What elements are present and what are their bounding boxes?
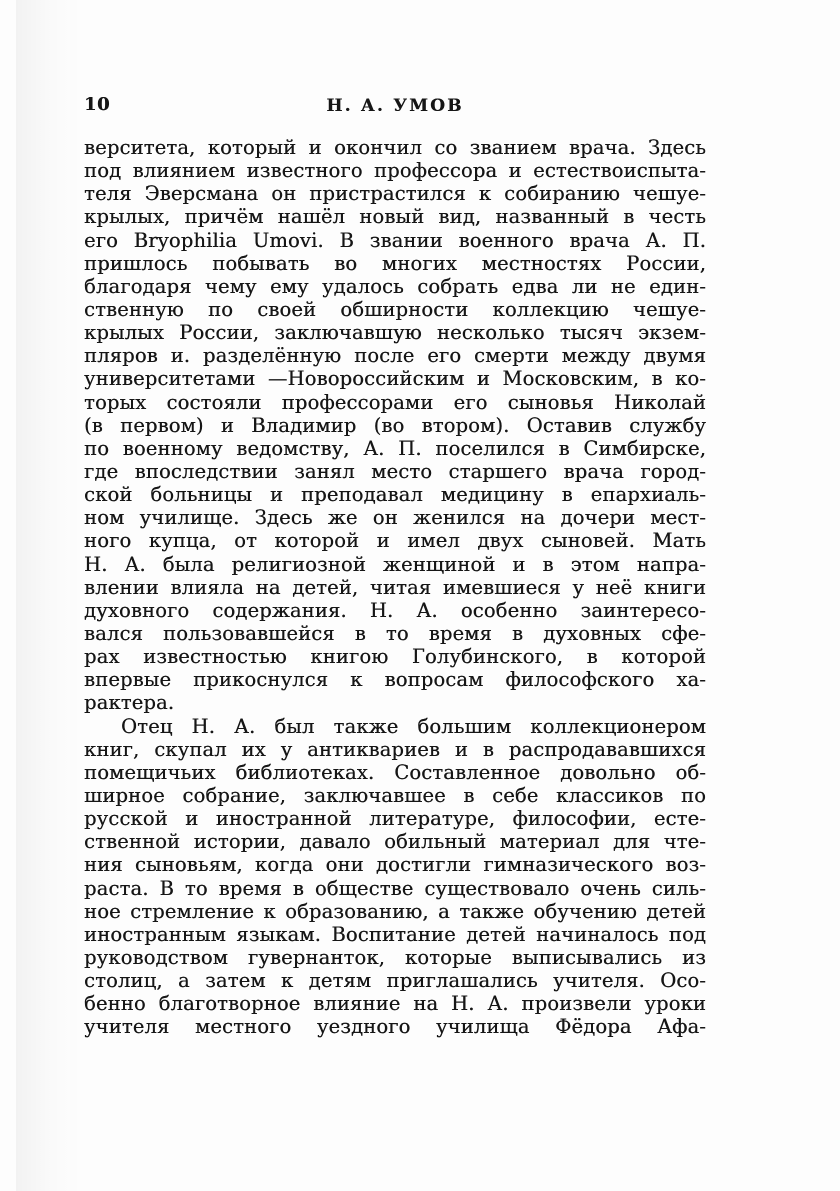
text-line: торых состояли профессорами его сыновья Николай: [84, 390, 706, 414]
text-line: книг, скупал их у антиквариев и в распродававшихся: [84, 737, 706, 761]
text-line: благодаря чему ему удалось собрать едва ли не един-: [84, 274, 706, 298]
running-head: Н. А. УМОВ: [326, 96, 464, 116]
text-line: духовного содержания. Н. А. особенно заинтересо-: [84, 598, 706, 622]
text-line: теля Эверсмана он пристрастился к собиранию чешуе-: [84, 182, 706, 206]
text-line: столиц, а затем к детям приглашались учителя. Осо-: [84, 969, 706, 993]
page-number: 10: [84, 94, 111, 115]
text-line: бенно благотворное влияние на Н. А. произвели уроки: [84, 992, 706, 1016]
text-line: ния сыновьям, когда они достигли гимназического воз-: [84, 853, 706, 877]
text-line: крылых, причём нашёл новый вид, названный в честь: [84, 205, 706, 229]
text-line: где впоследствии занял место старшего врача город-: [84, 459, 706, 483]
text-line: русской и иностранной литературе, философии, есте-: [84, 807, 706, 831]
text-line: университетами —Новороссийским и Московским, в ко-: [84, 367, 706, 391]
text-line: Отец Н. А. был также большим коллекционером: [121, 714, 706, 738]
text-line: ном училище. Здесь же он женился на дочери мест-: [84, 506, 706, 530]
text-line: ской больницы и преподавал медицину в епархиаль-: [84, 483, 706, 507]
text-line: (в первом) и Владимир (во втором). Оставив службу: [84, 413, 706, 437]
text-column: [84, 136, 706, 1038]
text-line: верситета, который и окончил со званием врача. Здесь: [84, 136, 706, 159]
text-line: рактера.: [84, 691, 175, 715]
text-line: вался пользовавшейся в то время в духовных сфе-: [84, 621, 706, 645]
text-line: учителя местного уездного училища Фёдора Афа-: [84, 1015, 706, 1039]
text-line: руководством гувернанток, которые выписывались из: [84, 945, 706, 969]
text-line: по военному ведомству, А. П. поселился в Симбирске,: [84, 436, 706, 460]
text-line: пришлось побывать во многих местностях России,: [84, 251, 706, 275]
text-line: ное стремление к образованию, а также обучению детей: [84, 899, 706, 923]
text-line: иностранным языкам. Воспитание детей начиналось под: [84, 922, 706, 946]
text-line: ственную по своей обширности коллекцию чешуе-: [84, 297, 706, 321]
text-line: ширное собрание, заключавшее в себе классиков по: [84, 783, 706, 807]
text-line: под влиянием известного профессора и естествоиспыта-: [84, 159, 706, 183]
text-line: ственной истории, давало обильный материал для чте-: [84, 830, 706, 854]
text-line: Н. А. была религиозной женщиной и в этом напра-: [84, 552, 706, 576]
text-line: раста. В то время в обществе существовало очень силь-: [84, 876, 706, 900]
text-line: влении влияла на детей, читая имевшиеся у неё книги: [84, 575, 706, 599]
text-line: крылых России, заключавшую несколько тысяч экзем-: [84, 321, 706, 345]
text-line: впервые прикоснулся к вопросам философского ха-: [84, 668, 706, 692]
text-line: рах известностью книгою Голубинского, в которой: [84, 645, 706, 669]
text-line: пляров и. разделённую после его смерти между двумя: [84, 344, 706, 368]
scan-edge-shade: [16, 0, 82, 1191]
text-line: ного купца, от которой и имел двух сыновей. Мать: [84, 529, 706, 553]
text-line: помещичьих библиотеках. Составленное довольно об-: [84, 760, 706, 784]
text-line: его Bryophilia Umovi. В звании военного врача А. П.: [84, 228, 706, 252]
